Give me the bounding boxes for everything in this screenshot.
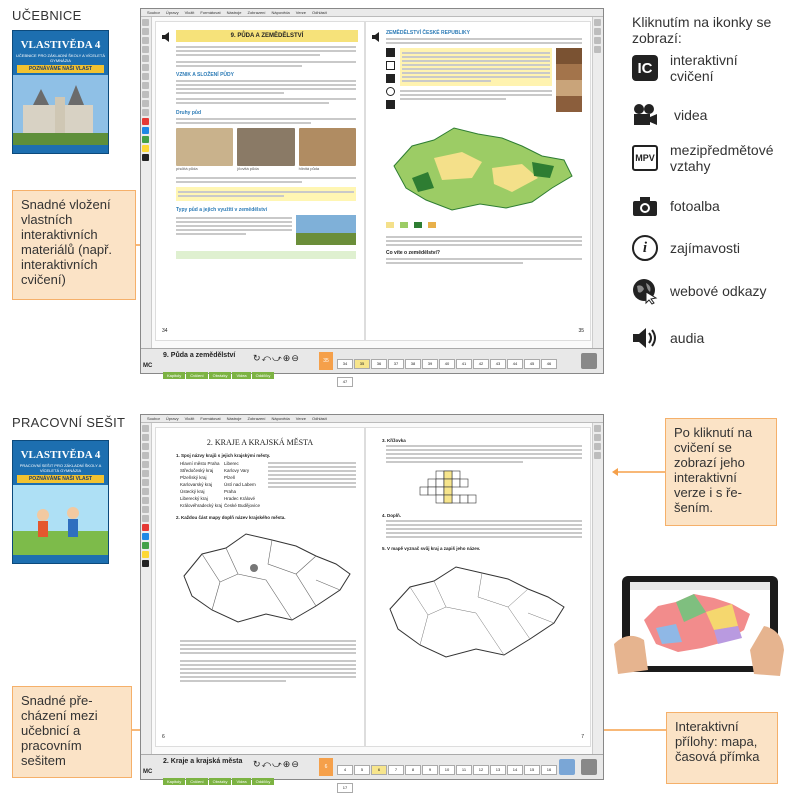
page-number: 6 bbox=[162, 734, 165, 740]
search-icon[interactable] bbox=[594, 46, 601, 53]
exercise-1[interactable]: 1. Spoj názvy krajů s jejich krajskými městy. bbox=[176, 453, 271, 458]
lesson-title: 9. Půda a zemědělství bbox=[163, 352, 236, 359]
workbook-cover-band: POZNÁVÁME NAŠI VLAST bbox=[17, 475, 104, 483]
legend-item-info bbox=[632, 235, 740, 261]
menu-item[interactable]: Úpravy bbox=[165, 10, 179, 15]
menu-item[interactable]: Nápověda bbox=[271, 10, 290, 15]
menu-item[interactable]: Soubor bbox=[147, 416, 160, 421]
book-switch-button[interactable]: 35 bbox=[319, 352, 333, 370]
navigation-icons[interactable]: ↻⤺⤻⊕⊖ bbox=[253, 759, 300, 769]
undo-tool-icon[interactable] bbox=[142, 515, 149, 522]
callout-switch-books: Snadné pře-cházení mezi učebnicí a pracovním sešitem bbox=[12, 686, 132, 778]
region-name: Karlovarský kraj bbox=[180, 482, 213, 487]
tablet-illustration bbox=[614, 570, 784, 680]
workbook-left-page bbox=[155, 427, 365, 747]
info-icon[interactable] bbox=[386, 87, 395, 96]
exercise-5[interactable]: 5. V mapě vyznač svůj kraj a zapiš jeho název. bbox=[382, 546, 481, 551]
legend-label-ic: interaktivní cvičení bbox=[670, 52, 738, 84]
ic-icon: IC bbox=[632, 55, 658, 81]
page-thumb[interactable]: 16 bbox=[541, 765, 557, 775]
textbook-cover-title: VLASTIVĚDA 4 bbox=[20, 39, 101, 51]
tab-chapters[interactable]: Kapitoly bbox=[163, 778, 185, 785]
page-strip bbox=[337, 352, 567, 388]
right-toolbar bbox=[592, 423, 603, 755]
left-toolbar bbox=[141, 423, 152, 755]
legend-item-web bbox=[632, 278, 767, 304]
matching-table bbox=[180, 460, 356, 509]
page-number: 7 bbox=[581, 734, 584, 740]
curtain-tool-icon[interactable] bbox=[142, 100, 149, 107]
nav-tabs bbox=[163, 770, 275, 788]
page-strip bbox=[337, 758, 567, 794]
highlighter-tool-icon[interactable] bbox=[142, 37, 149, 44]
soil-photo[interactable] bbox=[237, 128, 294, 166]
tab-sections[interactable]: Oddílíky bbox=[252, 778, 275, 785]
shape-tool-icon[interactable] bbox=[142, 64, 149, 71]
undo-tool-icon[interactable] bbox=[142, 109, 149, 116]
map-legend bbox=[386, 222, 582, 228]
menu-item[interactable]: Nástroje bbox=[226, 10, 242, 15]
textbook-right-page bbox=[365, 21, 591, 341]
legend-label-video: videa bbox=[674, 107, 708, 123]
page-thumb[interactable]: 9 bbox=[422, 765, 438, 775]
mpv-icon: MPV bbox=[632, 145, 658, 171]
spotlight-tool-icon[interactable] bbox=[142, 497, 149, 504]
page-thumb[interactable]: 37 bbox=[388, 359, 404, 369]
region-name: Středočeský kraj bbox=[180, 468, 214, 473]
legend-label-photo: fotoalba bbox=[670, 198, 720, 214]
page-thumb[interactable]: 36 bbox=[371, 359, 387, 369]
workbook-app-window bbox=[140, 414, 604, 790]
textbook-app-window bbox=[140, 8, 604, 384]
blank-regions-map[interactable] bbox=[382, 557, 572, 667]
section-heading-soil-origin: VZNIK A SLOŽENÍ PŮDY bbox=[176, 72, 234, 78]
trash-icon[interactable] bbox=[581, 353, 597, 369]
city-name: Liberec bbox=[224, 461, 239, 466]
page-thumb[interactable]: 15 bbox=[524, 765, 540, 775]
city-name: České Budějovice bbox=[224, 503, 261, 508]
legend-item-audio bbox=[632, 325, 704, 351]
notes-icon[interactable] bbox=[594, 37, 601, 44]
region-name: Hlavní město Praha bbox=[180, 461, 220, 466]
legend-item-photo bbox=[632, 193, 720, 219]
color-black-swatch[interactable] bbox=[142, 154, 149, 161]
region-name: Ústecký kraj bbox=[180, 489, 205, 494]
side-icons bbox=[386, 48, 396, 112]
page-thumb[interactable]: 4 bbox=[337, 765, 353, 775]
page-thumb[interactable]: 42 bbox=[473, 359, 489, 369]
exercise-2[interactable]: 2. Každou část mapy doplň název krajského města. bbox=[176, 515, 286, 520]
page-thumb[interactable]: 44 bbox=[507, 359, 523, 369]
region-name: Liberecký kraj bbox=[180, 496, 208, 501]
color-green-swatch[interactable] bbox=[142, 136, 149, 143]
menu-item[interactable]: Odhlásit bbox=[312, 416, 327, 421]
legend-item-video bbox=[632, 102, 707, 128]
city-name: Hradec Králové bbox=[224, 496, 256, 501]
tab-exercises[interactable]: Cvičení bbox=[186, 372, 207, 379]
spotlight-tool-icon[interactable] bbox=[142, 91, 149, 98]
page-thumb[interactable]: 11 bbox=[456, 765, 472, 775]
legend-label-audio: audia bbox=[670, 330, 705, 346]
audio-icon[interactable] bbox=[372, 32, 384, 42]
nav-tabs bbox=[163, 364, 275, 382]
section-heading-soil-use: Typy půd a jejich využití v zemědělství bbox=[176, 207, 268, 213]
city-name: Karlovy Vary bbox=[224, 468, 250, 473]
callout-click-exercise: Po kliknutí na cvičení se zobrazí jeho interaktivní verze i s ře-šením. bbox=[665, 418, 777, 526]
soil-photo-row bbox=[176, 128, 356, 171]
tab-chapters[interactable]: Kapitoly bbox=[163, 372, 185, 379]
page-thumb[interactable]: 40 bbox=[439, 359, 455, 369]
fullscreen-icon[interactable] bbox=[594, 19, 601, 26]
mpv-icon[interactable] bbox=[386, 61, 395, 70]
menu-bar bbox=[141, 9, 603, 17]
crossword-grid[interactable] bbox=[416, 469, 496, 505]
video-camera-icon[interactable] bbox=[386, 48, 395, 57]
regions-map[interactable] bbox=[176, 524, 356, 634]
search-icon[interactable] bbox=[594, 452, 601, 459]
left-toolbar bbox=[141, 17, 152, 349]
photo-caption: jílovitá půda bbox=[237, 166, 259, 171]
notes-icon[interactable] bbox=[594, 443, 601, 450]
fullscreen-icon[interactable] bbox=[594, 425, 601, 432]
tab-images[interactable]: Obrázky bbox=[209, 778, 232, 785]
photo-caption: písčitá půda bbox=[176, 166, 198, 171]
bottom-bar bbox=[141, 348, 603, 384]
menu-item[interactable]: Nástroje bbox=[226, 416, 242, 421]
bookmark-icon[interactable] bbox=[594, 28, 601, 35]
city-name: Praha bbox=[224, 489, 237, 494]
menu-item[interactable]: Odhlásit bbox=[312, 10, 327, 15]
legend-item-ic bbox=[632, 52, 770, 84]
page-thumb[interactable]: 8 bbox=[405, 765, 421, 775]
menu-item[interactable]: Formátovat bbox=[200, 416, 221, 421]
highlighter-tool-icon[interactable] bbox=[142, 443, 149, 450]
camera-icon[interactable] bbox=[386, 74, 395, 83]
text-tool-icon[interactable] bbox=[142, 479, 149, 486]
question: Co víte o zemědělství? bbox=[386, 250, 440, 256]
select-tool-icon[interactable] bbox=[142, 19, 149, 26]
color-blue-swatch[interactable] bbox=[142, 127, 149, 134]
shape-tool-icon[interactable] bbox=[142, 470, 149, 477]
legend-label-mpv: mezipředmětové vztahy bbox=[670, 142, 774, 174]
photo-caption: hlinitá půda bbox=[298, 166, 320, 171]
tab-videos[interactable]: Videa bbox=[232, 778, 250, 785]
menu-item[interactable]: Formátovat bbox=[200, 10, 221, 15]
bottom-bar bbox=[141, 754, 603, 790]
eraser-tool-icon[interactable] bbox=[142, 452, 149, 459]
line-tool-icon[interactable] bbox=[142, 55, 149, 62]
page-thumb[interactable]: 13 bbox=[490, 765, 506, 775]
page-thumb[interactable]: 43 bbox=[490, 359, 506, 369]
page-thumb[interactable]: 12 bbox=[473, 765, 489, 775]
globe-link-icon bbox=[632, 278, 658, 304]
chapter-header: 2. KRAJE A KRAJSKÁ MĚSTA bbox=[206, 438, 314, 447]
tab-sections[interactable]: Oddílíky bbox=[252, 372, 275, 379]
color-yellow-swatch[interactable] bbox=[142, 145, 149, 152]
callout-interactive-attachments: Interaktivní přílohy: mapa, časová přímka bbox=[666, 712, 778, 784]
chapter-header: 9. PŮDA A ZEMĚDĚLSTVÍ bbox=[176, 30, 358, 42]
workbook-cover-subtitle: PRACOVNÍ SEŠIT PRO ZÁKLADNÍ ŠKOLY A VÍCELETÁ GYMNÁZIA bbox=[19, 463, 102, 473]
line-tool-icon[interactable] bbox=[142, 461, 149, 468]
page-number: 34 bbox=[162, 328, 168, 334]
soil-profile-chart bbox=[556, 48, 582, 112]
page-thumb[interactable]: 41 bbox=[456, 359, 472, 369]
section-heading-agriculture: ZEMĚDĚLSTVÍ ČESKÉ REPUBLIKY bbox=[386, 30, 470, 36]
lesson-title: 2. Kraje a krajská města bbox=[163, 758, 243, 765]
tip-box bbox=[176, 251, 356, 259]
menu-item[interactable]: Úpravy bbox=[165, 416, 179, 421]
select-tool-icon[interactable] bbox=[142, 425, 149, 432]
menu-item[interactable]: Zobrazení bbox=[247, 416, 266, 421]
legend-intro: Kliknutím na ikonky se zobrazí: bbox=[632, 14, 772, 46]
color-red-swatch[interactable] bbox=[142, 118, 149, 125]
page-thumb[interactable]: 6 bbox=[371, 765, 387, 775]
navigation-icons[interactable]: ↻⤺⤻⊕⊖ bbox=[253, 353, 300, 363]
color-blue-swatch[interactable] bbox=[142, 533, 149, 540]
zoom-tool-icon[interactable] bbox=[142, 488, 149, 495]
info-icon: i bbox=[632, 235, 658, 261]
page-number: 35 bbox=[578, 328, 584, 334]
section-title-textbook: UČEBNICE bbox=[12, 8, 82, 23]
menu-item[interactable]: Verze bbox=[295, 416, 306, 421]
ic-icon[interactable] bbox=[386, 100, 395, 109]
region-name: Plzeňský kraj bbox=[180, 475, 207, 480]
textbook-cover-band: POZNÁVÁME NAŠI VLAST bbox=[17, 65, 104, 73]
speaker-icon bbox=[632, 325, 658, 351]
legend-label-info: zajímavosti bbox=[670, 240, 741, 256]
color-black-swatch[interactable] bbox=[142, 560, 149, 567]
eraser-tool-icon[interactable] bbox=[142, 46, 149, 53]
textbook-cover-subtitle: UČEBNICE PRO ZÁKLADNÍ ŠKOLY A VÍCELETÁ GYMNÁZIA bbox=[16, 53, 105, 63]
right-toolbar bbox=[592, 17, 603, 349]
page-thumb[interactable]: 7 bbox=[388, 765, 404, 775]
menu-item[interactable]: Verze bbox=[295, 10, 306, 15]
curtain-tool-icon[interactable] bbox=[142, 506, 149, 513]
menu-bar bbox=[141, 415, 603, 423]
video-camera-icon bbox=[632, 102, 658, 128]
page-thumb[interactable]: 38 bbox=[405, 359, 421, 369]
exercise-3[interactable]: 3. Křížovka bbox=[382, 438, 406, 443]
camera-icon bbox=[632, 193, 658, 219]
tab-videos[interactable]: Videa bbox=[232, 372, 250, 379]
agriculture-map[interactable] bbox=[382, 118, 578, 218]
region-name: Královéhradecký kraj bbox=[180, 503, 223, 508]
soil-photo[interactable] bbox=[299, 128, 356, 166]
menu-item[interactable]: Zobrazení bbox=[247, 10, 266, 15]
color-green-swatch[interactable] bbox=[142, 542, 149, 549]
section-heading-soil-types: Druhy půd bbox=[176, 110, 201, 116]
zoom-tool-icon[interactable] bbox=[142, 82, 149, 89]
audio-icon[interactable] bbox=[162, 32, 174, 42]
page-thumb[interactable]: 35 bbox=[354, 359, 370, 369]
pen-tool-icon[interactable] bbox=[142, 434, 149, 441]
color-red-swatch[interactable] bbox=[142, 524, 149, 531]
legend-label-web: webové odkazy bbox=[670, 283, 767, 299]
menu-item[interactable]: Nápověda bbox=[271, 416, 290, 421]
callout-insert-materials: Snadné vložení vlastních interaktivních materiálů (např. interaktivních cvičení) bbox=[12, 190, 136, 300]
menu-item[interactable]: Vložit bbox=[184, 416, 195, 421]
page-thumb[interactable]: 39 bbox=[422, 359, 438, 369]
textbook-left-page bbox=[155, 21, 365, 341]
map-attachment-icon[interactable] bbox=[559, 759, 575, 775]
menu-item[interactable]: Vložit bbox=[184, 10, 195, 15]
exercise-4[interactable]: 4. Doplň. bbox=[382, 513, 401, 518]
legend-item-mpv bbox=[632, 142, 774, 174]
page-thumb[interactable]: 14 bbox=[507, 765, 523, 775]
section-title-workbook: PRACOVNÍ SEŠIT bbox=[12, 415, 126, 430]
page-thumb[interactable]: 45 bbox=[524, 359, 540, 369]
city-name: Ústí nad Labem bbox=[224, 482, 256, 487]
page-thumb[interactable]: 47 bbox=[337, 377, 353, 387]
tractor-photo[interactable] bbox=[296, 215, 356, 245]
text-tool-icon[interactable] bbox=[142, 73, 149, 80]
mc-label: MC bbox=[143, 769, 153, 775]
city-name: Plzeň bbox=[224, 475, 236, 480]
soil-photo[interactable] bbox=[176, 128, 233, 166]
page-thumb[interactable]: 34 bbox=[337, 359, 353, 369]
tab-exercises[interactable]: Cvičení bbox=[186, 778, 207, 785]
mc-label: MC bbox=[143, 363, 153, 369]
page-thumb[interactable]: 46 bbox=[541, 359, 557, 369]
workbook-right-page bbox=[365, 427, 591, 747]
color-yellow-swatch[interactable] bbox=[142, 551, 149, 558]
tab-images[interactable]: Obrázky bbox=[209, 372, 232, 379]
page-thumb[interactable]: 5 bbox=[354, 765, 370, 775]
page-thumb[interactable]: 17 bbox=[337, 783, 353, 793]
book-switch-button[interactable]: 6 bbox=[319, 758, 333, 776]
trash-icon[interactable] bbox=[581, 759, 597, 775]
workbook-cover-title: VLASTIVĚDA 4 bbox=[20, 449, 101, 461]
bookmark-icon[interactable] bbox=[594, 434, 601, 441]
menu-item[interactable]: Soubor bbox=[147, 10, 160, 15]
page-thumb[interactable]: 10 bbox=[439, 765, 455, 775]
pen-tool-icon[interactable] bbox=[142, 28, 149, 35]
